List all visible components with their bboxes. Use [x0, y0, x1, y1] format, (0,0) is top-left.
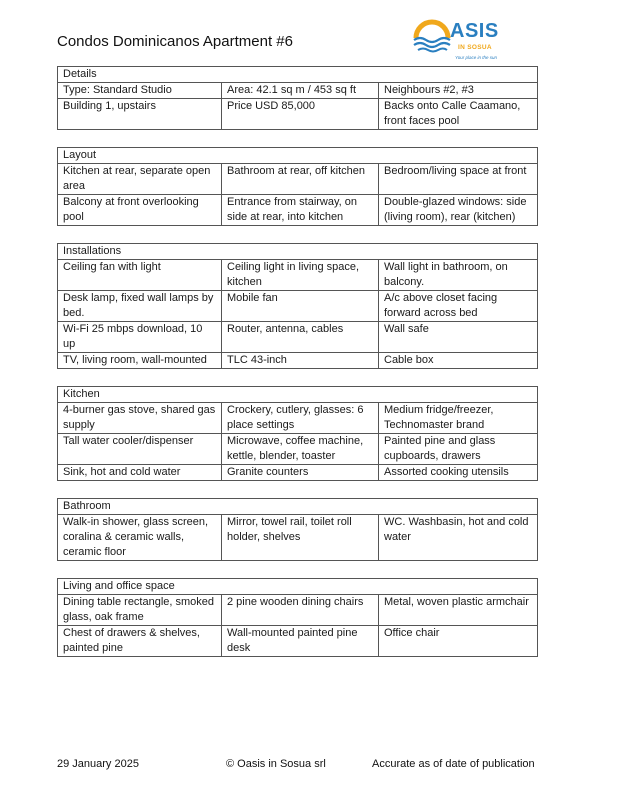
price-cell: Price USD 85,000 — [222, 99, 379, 130]
table-row — [58, 195, 538, 226]
table-row — [58, 626, 538, 657]
table-cell: Walk-in shower, glass screen, coralina & ceramic walls, ceramic floor — [58, 515, 222, 561]
footer-note: Accurate as of date of publication — [372, 758, 535, 770]
table-row — [58, 465, 538, 481]
table-cell: Chest of drawers & shelves, painted pine — [58, 626, 222, 657]
table-row — [58, 291, 538, 322]
table-cell: 2 pine wooden dining chairs — [222, 595, 379, 626]
table-row — [58, 403, 538, 434]
table-cell: Mirror, towel rail, toilet roll holder, shelves — [222, 515, 379, 561]
table-cell: Kitchen at rear, separate open area — [58, 164, 222, 195]
table-cell: Router, antenna, cables — [222, 322, 379, 353]
logo-subtitle: IN SOSUA — [458, 44, 492, 51]
section-heading: Details — [58, 67, 538, 83]
table-cell: Microwave, coffee machine, kettle, blender, toaster — [222, 434, 379, 465]
table-cell: Crockery, cutlery, glasses: 6 place settings — [222, 403, 379, 434]
table-cell: Office chair — [379, 626, 538, 657]
table-cell: Balcony at front overlooking pool — [58, 195, 222, 226]
table-cell: Entrance from stairway, on side at rear, into kitchen — [222, 195, 379, 226]
table-row — [58, 595, 538, 626]
table-cell: TV, living room, wall-mounted — [58, 353, 222, 369]
table-cell: Desk lamp, fixed wall lamps by bed. — [58, 291, 222, 322]
table-cell: Ceiling fan with light — [58, 260, 222, 291]
footer-copyright: © Oasis in Sosua srl — [226, 758, 326, 770]
table-cell: Bedroom/living space at front — [379, 164, 538, 195]
living-office-table — [57, 578, 538, 657]
footer-date: 29 January 2025 — [57, 758, 139, 770]
section-heading: Bathroom — [58, 499, 538, 515]
table-row — [58, 99, 538, 130]
table-cell: A/c above closet facing forward across bed — [379, 291, 538, 322]
table-row — [58, 322, 538, 353]
logo-tagline: Your place in the sun — [455, 55, 498, 60]
table-cell: Neighbours #2, #3 — [379, 83, 538, 99]
kitchen-table — [57, 386, 538, 481]
section-heading: Installations — [58, 244, 538, 260]
table-cell: Wi-Fi 25 mbps download, 10 up — [58, 322, 222, 353]
table-cell: Backs onto Calle Caamano, front faces pool — [379, 99, 538, 130]
table-cell: Ceiling light in living space, kitchen — [222, 260, 379, 291]
table-cell: 4-burner gas stove, shared gas supply — [58, 403, 222, 434]
table-cell: Building 1, upstairs — [58, 99, 222, 130]
table-row — [58, 515, 538, 561]
installations-table — [57, 243, 538, 369]
specification-tables — [57, 66, 537, 674]
table-cell: Dining table rectangle, smoked glass, oak frame — [58, 595, 222, 626]
table-row — [58, 260, 538, 291]
table-cell: Wall-mounted painted pine desk — [222, 626, 379, 657]
table-cell: Wall safe — [379, 322, 538, 353]
logo-brand-text: ASIS — [450, 20, 499, 42]
table-cell: Type: Standard Studio — [58, 83, 222, 99]
table-cell: Double-glazed windows: side (living room), rear (kitchen) — [379, 195, 538, 226]
layout-table — [57, 147, 538, 226]
section-heading: Kitchen — [58, 387, 538, 403]
table-cell: Bathroom at rear, off kitchen — [222, 164, 379, 195]
table-row — [58, 164, 538, 195]
table-cell: Metal, woven plastic armchair — [379, 595, 538, 626]
table-cell: Mobile fan — [222, 291, 379, 322]
details-table — [57, 66, 538, 130]
table-cell: TLC 43-inch — [222, 353, 379, 369]
page-title: Condos Dominicanos Apartment #6 — [57, 33, 293, 50]
table-cell: WC. Washbasin, hot and cold water — [379, 515, 538, 561]
table-cell: Assorted cooking utensils — [379, 465, 538, 481]
table-cell: Medium fridge/freezer, Technomaster brand — [379, 403, 538, 434]
section-heading: Living and office space — [58, 579, 538, 595]
table-cell: Tall water cooler/dispenser — [58, 434, 222, 465]
table-cell: Wall light in bathroom, on balcony. — [379, 260, 538, 291]
table-row — [58, 83, 538, 99]
table-row — [58, 353, 538, 369]
table-row — [58, 434, 538, 465]
bathroom-table — [57, 498, 538, 561]
table-cell: Cable box — [379, 353, 538, 369]
table-cell: Granite counters — [222, 465, 379, 481]
table-cell: Painted pine and glass cupboards, drawers — [379, 434, 538, 465]
table-cell: Area: 42.1 sq m / 453 sq ft — [222, 83, 379, 99]
section-heading: Layout — [58, 148, 538, 164]
company-logo — [412, 12, 537, 66]
table-cell: Sink, hot and cold water — [58, 465, 222, 481]
